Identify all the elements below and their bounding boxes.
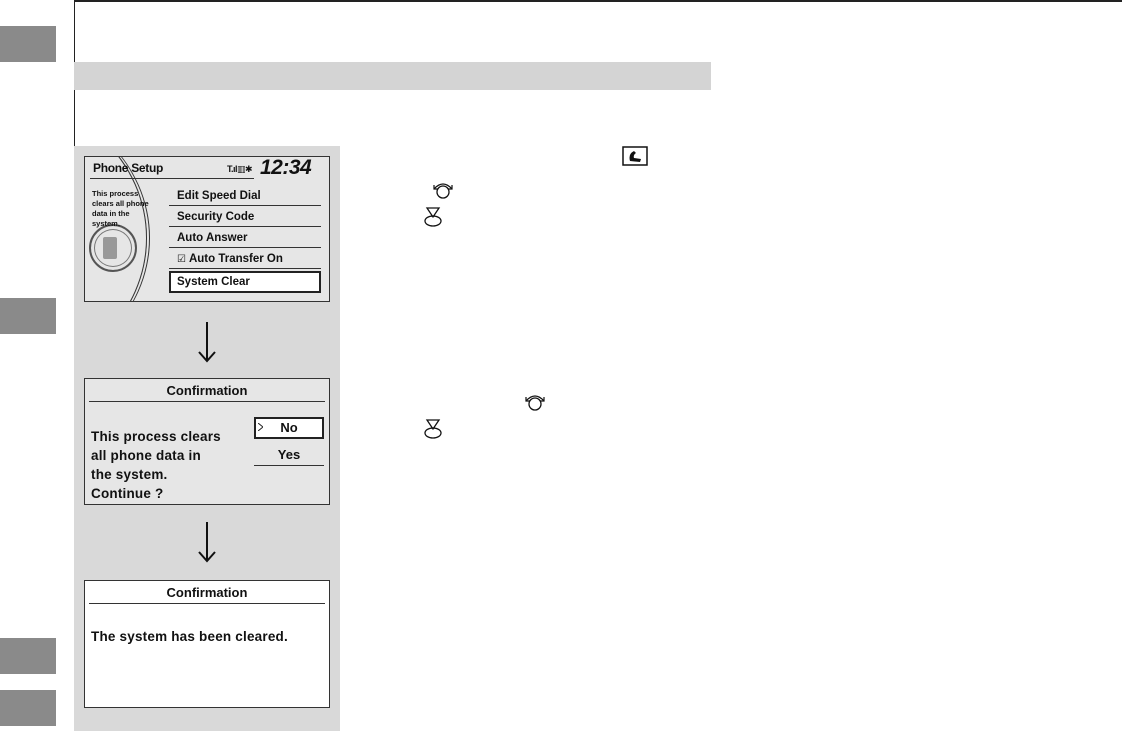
interface-dial-rotate-icon xyxy=(432,180,454,200)
message-line: Continue ? xyxy=(91,486,164,501)
menu-item-label: Auto Transfer On xyxy=(188,253,283,265)
message-line: the system. xyxy=(91,467,168,482)
screen-title: Confirmation xyxy=(89,383,325,402)
message-line: This process clears xyxy=(91,429,221,444)
selection-chevron-icon xyxy=(258,423,263,431)
clock: 12:34 xyxy=(260,156,312,179)
procedure-figure xyxy=(74,146,340,731)
interface-dial-press-icon xyxy=(422,206,444,228)
phone-handset-icon xyxy=(103,237,117,259)
cleared-confirmation-screen xyxy=(84,580,330,708)
screen-description: This process clears all phone data in the system. xyxy=(92,189,149,228)
phone-button-icon xyxy=(622,146,648,166)
menu-item-edit-speed-dial[interactable]: Edit Speed Dial xyxy=(169,187,321,206)
side-tab xyxy=(0,298,56,334)
title-divider xyxy=(90,178,254,179)
cleared-message: The system has been cleared. xyxy=(91,629,288,644)
side-tab xyxy=(0,26,56,62)
menu-item-auto-transfer[interactable] xyxy=(169,250,321,269)
down-arrow-icon xyxy=(195,320,219,364)
side-tab xyxy=(0,638,56,674)
phone-setup-screen xyxy=(84,156,330,302)
interface-dial-press-icon xyxy=(422,418,444,440)
menu-item-security-code[interactable]: Security Code xyxy=(169,208,321,227)
screen-title: Phone Setup xyxy=(93,161,164,175)
status-icons: T.ıl▥✱ xyxy=(227,164,253,174)
no-button[interactable] xyxy=(254,417,324,439)
menu-item-auto-answer[interactable]: Auto Answer xyxy=(169,229,321,248)
phone-setup-menu xyxy=(169,187,321,295)
section-heading-bar xyxy=(74,62,711,90)
menu-item-system-clear[interactable]: System Clear xyxy=(169,271,321,293)
no-button-label: No xyxy=(280,420,298,435)
confirmation-screen xyxy=(84,378,330,505)
top-rule xyxy=(74,0,1122,2)
checkbox-checked-icon: ☑ xyxy=(177,254,186,265)
interface-dial-rotate-icon xyxy=(524,392,546,412)
message-line: all phone data in xyxy=(91,448,201,463)
yes-button[interactable]: Yes xyxy=(254,445,324,466)
screen-title: Confirmation xyxy=(89,585,325,604)
down-arrow-icon xyxy=(195,520,219,564)
side-tab xyxy=(0,690,56,726)
confirmation-message xyxy=(91,427,241,503)
